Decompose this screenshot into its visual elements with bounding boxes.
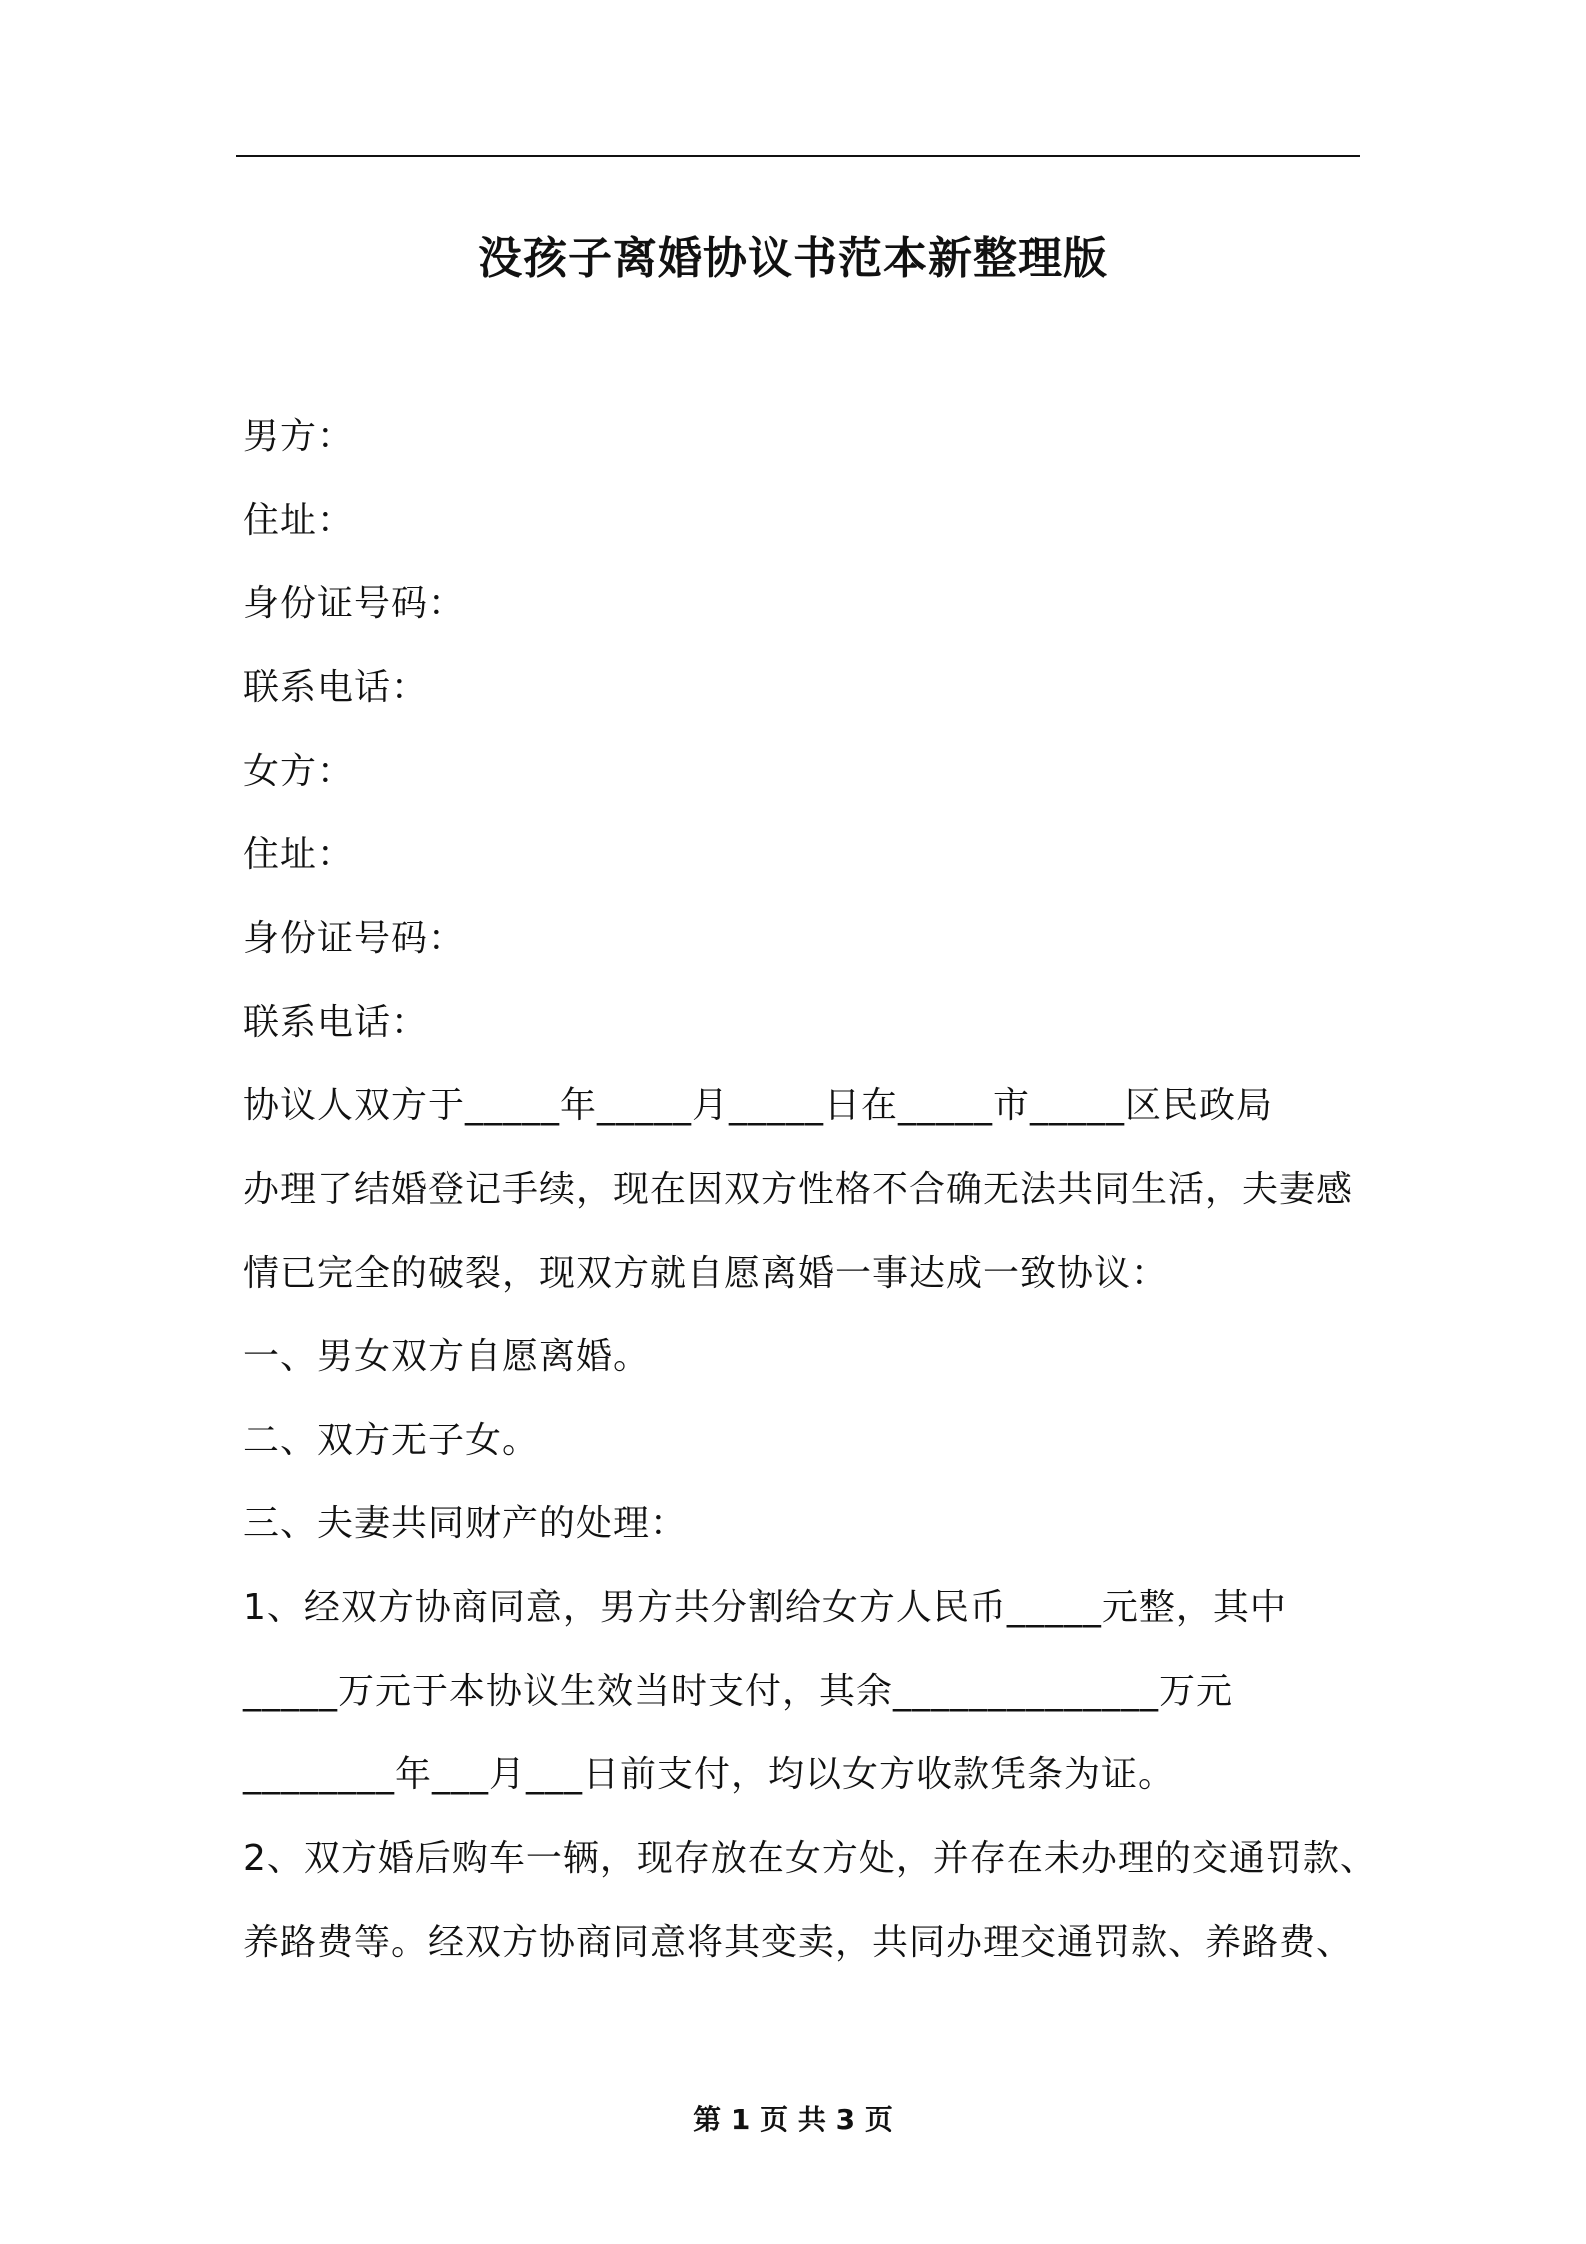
header-rule (236, 155, 1360, 157)
text-line: 2、双方婚后购车一辆，现存放在女方处，并存在未办理的交通罚款、 (243, 1838, 1377, 1879)
document-title: 没孩子离婚协议书范本新整理版 (478, 233, 1108, 284)
text-line: 三、夫妻共同财产的处理： (243, 1503, 688, 1544)
text-line: 身份证号码： (243, 918, 466, 959)
text-line: 养路费等。经双方协商同意将其变卖，共同办理交通罚款、养路费、 (243, 1922, 1354, 1963)
text-line: _____万元于本协议生效当时支付，其余______________万元 (243, 1671, 1234, 1712)
text-line: 一、男女双方自愿离婚。 (243, 1336, 651, 1377)
page-footer: 第 1 页 共 3 页 (693, 2103, 893, 2136)
text-line: 1、经双方协商同意，男方共分割给女方人民币_____元整，其中 (243, 1587, 1287, 1628)
text-line: 情已完全的破裂，现双方就自愿离婚一事达成一致协议： (243, 1253, 1169, 1294)
text-line: ________年___月___日前支付，均以女方收款凭条为证。 (243, 1754, 1176, 1795)
text-line: 协议人双方于_____年_____月_____日在_____市_____区民政局 (243, 1085, 1274, 1126)
text-line: 住址： (243, 834, 355, 875)
text-line: 联系电话： (243, 1002, 429, 1043)
text-line: 身份证号码： (243, 583, 466, 624)
text-line: 女方： (243, 751, 355, 792)
text-line: 住址： (243, 500, 355, 541)
text-line: 二、双方无子女。 (243, 1420, 540, 1461)
text-line: 办理了结婚登记手续，现在因双方性格不合确无法共同生活，夫妻感 (243, 1169, 1354, 1210)
text-line: 联系电话： (243, 667, 429, 708)
text-line: 男方： (243, 416, 355, 457)
